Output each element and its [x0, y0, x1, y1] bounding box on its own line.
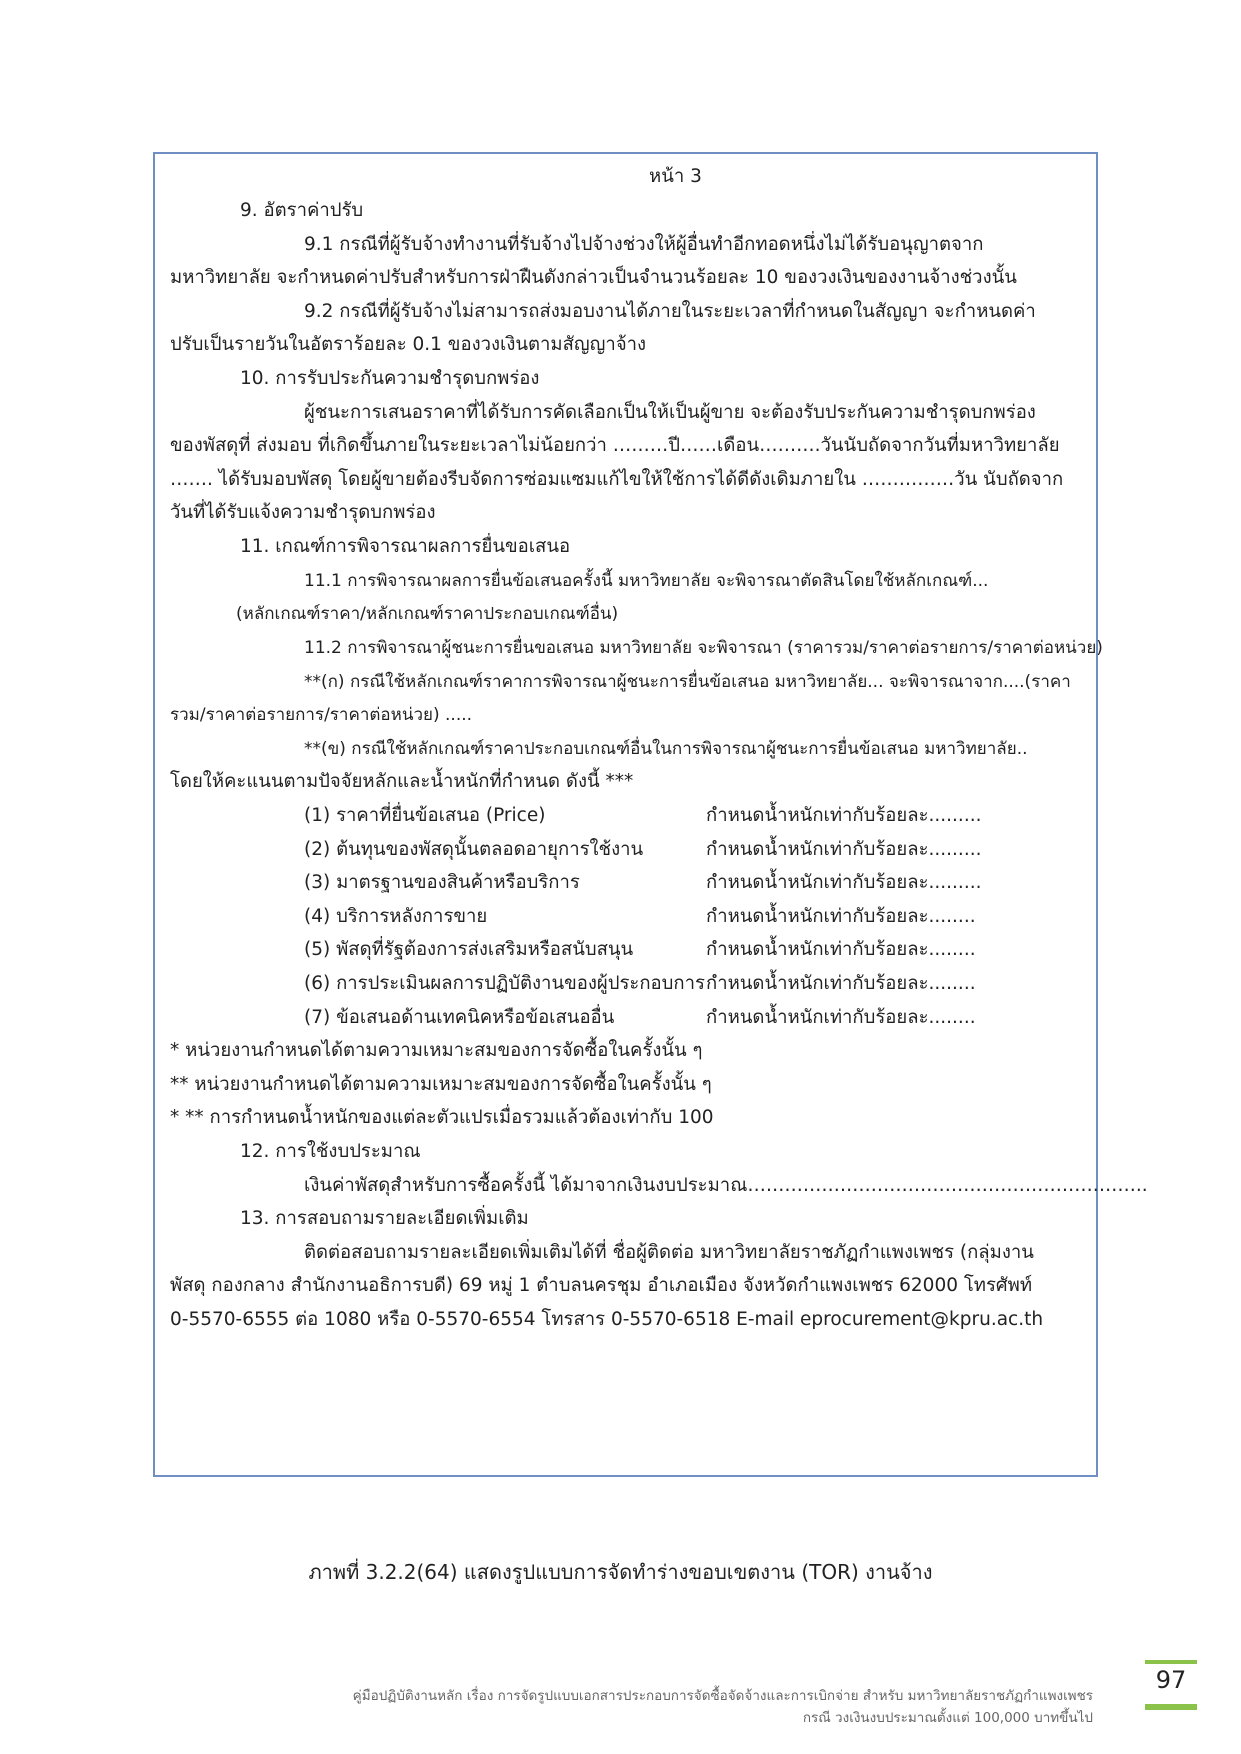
criterion-name: (4) บริการหลังการขาย	[304, 906, 488, 927]
s10-line3: ……. ได้รับมอบพัสดุ โดยผู้ขายต้องรีบจัดการซ่อมแซมแก้ไขให้ใช้การได้ดีดังเดิมภายใน ……………วัน นับถัดจาก	[170, 469, 1064, 490]
s11-ka-line2: รวม/ราคาต่อรายการ/ราคาต่อหน่วย) .....	[170, 705, 473, 725]
criterion-weight: กำหนดน้ำหนักเท่ากับร้อยละ........	[706, 973, 976, 994]
footer-line-1: คู่มือปฏิบัติงานหลัก เรื่อง การจัดรูปแบบเอกสารประกอบการจัดซื้อจัดจ้างและการเบิกจ่าย สำหรับ มหาวิทยาลัยราชภัฏกำแพงเพชร	[352, 1688, 1093, 1704]
s9-p1-line2: มหาวิทยาลัย จะกำหนดค่าปรับสำหรับการฝ่าฝืนดังกล่าวเป็นจำนวนร้อยละ 10 ของวงเงินของงานจ้างช่วงนั้น	[170, 267, 1017, 288]
note-2: ** หน่วยงานกำหนดได้ตามความเหมาะสมของการจัดซื้อในครั้งนั้น ๆ	[170, 1074, 712, 1095]
note-1: * หน่วยงานกำหนดได้ตามความเหมาะสมของการจัดซื้อในครั้งนั้น ๆ	[170, 1040, 703, 1061]
section-11-heading: 11. เกณฑ์การพิจารณาผลการยื่นขอเสนอ	[240, 536, 571, 557]
footer-line-2: กรณี วงเงินงบประมาณตั้งแต่ 100,000 บาทขึ้นไป	[802, 1710, 1093, 1726]
s9-p2-line1: 9.2 กรณีที่ผู้รับจ้างไม่สามารถส่งมอบงานได้ภายในระยะเวลาที่กำหนดในสัญญา จะกำหนดค่า	[304, 301, 1036, 322]
section-10-heading: 10. การรับประกันความชำรุดบกพร่อง	[240, 368, 540, 389]
s11-p1-line2: (หลักเกณฑ์ราคา/หลักเกณฑ์ราคาประกอบเกณฑ์อื่น)	[236, 604, 619, 624]
s11-p1-line1: 11.1 การพิจารณาผลการยื่นข้อเสนอครั้งนี้ มหาวิทยาลัย จะพิจารณาตัดสินโดยใช้หลักเกณฑ์...	[304, 571, 989, 591]
criterion-weight: กำหนดน้ำหนักเท่ากับร้อยละ........	[706, 1007, 976, 1028]
criterion-weight: กำหนดน้ำหนักเท่ากับร้อยละ.........	[706, 872, 982, 893]
s10-line1: ผู้ชนะการเสนอราคาที่ได้รับการคัดเลือกเป็นให้เป็นผู้ขาย จะต้องรับประกันความชำรุดบกพร่อง	[304, 402, 1036, 423]
page-number-top-bar	[1145, 1660, 1197, 1664]
page-number-bottom-bar	[1145, 1704, 1197, 1710]
s9-p1-line1: 9.1 กรณีที่ผู้รับจ้างทำงานที่รับจ้างไปจ้างช่วงให้ผู้อื่นทำอีกทอดหนึ่งไม่ได้รับอนุญาตจาก	[304, 234, 984, 255]
s13-line2: พัสดุ กองกลาง สำนักงานอธิการบดี) 69 หมู่ 1 ตำบลนครชุม อำเภอเมือง จังหวัดกำแพงเพชร 62000 โทรศัพท์	[170, 1275, 1033, 1296]
section-12-heading: 12. การใช้งบประมาณ	[240, 1141, 421, 1162]
s11-ka-line1: **(ก) กรณีใช้หลักเกณฑ์ราคาการพิจารณาผู้ชนะการยื่นข้อเสนอ มหาวิทยาลัย... จะพิจารณาจาก....(ราคา	[304, 672, 1071, 692]
s11-p2-line1: 11.2 การพิจารณาผู้ชนะการยื่นขอเสนอ มหาวิทยาลัย จะพิจารณา (ราคารวม/ราคาต่อรายการ/ราคาต่อหน่วย)	[304, 638, 1103, 658]
s12-line1: เงินค่าพัสดุสำหรับการซื้อครั้งนี้ ได้มาจากเงินงบประมาณ………………………………………………………..	[304, 1175, 1148, 1196]
section-9-heading: 9. อัตราค่าปรับ	[240, 200, 364, 221]
page-number: 97	[1155, 1666, 1187, 1694]
note-3: * ** การกำหนดน้ำหนักของแต่ละตัวแปรเมื่อรวมแล้วต้องเท่ากับ 100	[170, 1107, 714, 1128]
criterion-name: (5) พัสดุที่รัฐต้องการส่งเสริมหรือสนับสนุน	[304, 939, 634, 960]
s9-p2-line2: ปรับเป็นรายวันในอัตราร้อยละ 0.1 ของวงเงินตามสัญญาจ้าง	[170, 334, 647, 355]
criterion-weight: กำหนดน้ำหนักเท่ากับร้อยละ.........	[706, 839, 982, 860]
page-number-box	[1145, 1660, 1197, 1708]
s10-line2: ของพัสดุที่ ส่งมอบ ที่เกิดขึ้นภายในระยะเวลาไม่น้อยกว่า ………ปี……เดือน……….วันนับถัดจากวันที่มหาวิทยาลัย	[170, 435, 1060, 456]
section-13-heading: 13. การสอบถามรายละเอียดเพิ่มเติม	[240, 1208, 529, 1229]
s10-line4: วันที่ได้รับแจ้งความชำรุดบกพร่อง	[170, 502, 436, 523]
criterion-weight: กำหนดน้ำหนักเท่ากับร้อยละ........	[706, 906, 976, 927]
s13-line1: ติดต่อสอบถามรายละเอียดเพิ่มเติมได้ที่ ชื่อผู้ติดต่อ มหาวิทยาลัยราชภัฏกำแพงเพชร (กลุ่มงาน	[304, 1242, 1034, 1263]
criterion-name: (1) ราคาที่ยื่นข้อเสนอ (Price)	[304, 805, 546, 826]
s11-kha-line1: **(ข) กรณีใช้หลักเกณฑ์ราคาประกอบเกณฑ์อื่นในการพิจารณาผู้ชนะการยื่นข้อเสนอ มหาวิทยาลัย..	[304, 739, 1028, 759]
criterion-weight: กำหนดน้ำหนักเท่ากับร้อยละ.........	[706, 805, 982, 826]
criterion-name: (6) การประเมินผลการปฏิบัติงานของผู้ประกอบการ	[304, 973, 705, 994]
page-header: หน้า 3	[649, 166, 702, 187]
criterion-name: (3) มาตรฐานของสินค้าหรือบริการ	[304, 872, 580, 893]
criterion-weight: กำหนดน้ำหนักเท่ากับร้อยละ........	[706, 939, 976, 960]
criterion-name: (7) ข้อเสนอด้านเทคนิคหรือข้อเสนออื่น	[304, 1007, 615, 1028]
s11-kha-line2: โดยให้คะแนนตามปัจจัยหลักและน้ำหนักที่กำหนด ดังนี้ ***	[170, 771, 634, 792]
criterion-name: (2) ต้นทุนของพัสดุนั้นตลอดอายุการใช้งาน	[304, 839, 644, 860]
s13-line3: 0-5570-6555 ต่อ 1080 หรือ 0-5570-6554 โทรสาร 0-5570-6518 E-mail eprocurement@kpru.ac.th	[170, 1309, 1044, 1330]
figure-caption: ภาพที่ 3.2.2(64) แสดงรูปแบบการจัดทำร่างขอบเขตงาน (TOR) งานจ้าง	[308, 1560, 933, 1584]
